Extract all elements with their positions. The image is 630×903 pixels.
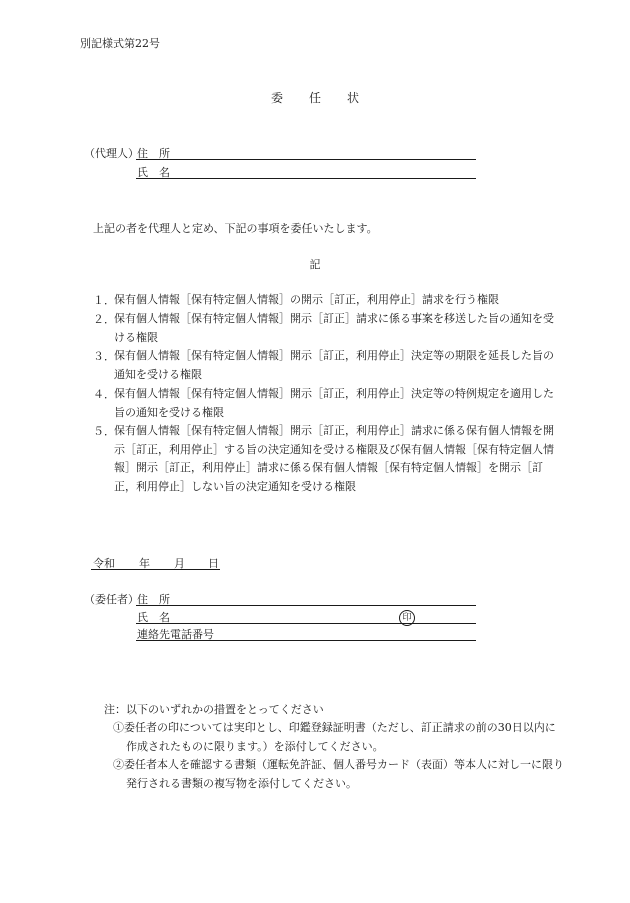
note-heading: 注：以下のいずれかの措置をとってください [104, 703, 324, 716]
item-number: ４． [93, 388, 115, 401]
principal-label: （委任者） [84, 593, 139, 606]
note-text: ②委任者本人を確認する書類（運転免許証、個人番号カード（表面）等本人に対し一に限り発行される書類の複写物を添付してください。 [113, 758, 564, 790]
principal-name-field[interactable] [136, 623, 476, 624]
title-char: 委 [270, 91, 283, 105]
form-number: 別記様式第22号 [80, 37, 160, 50]
agent-name-label: 氏 名 [137, 166, 170, 179]
title-char: 状 [347, 91, 360, 105]
principal-address-field[interactable] [136, 605, 476, 606]
note-text: ①委任者の印については実印とし、印鑑登録証明書（ただし、訂正請求の前の30日以内に作成されたものに限ります。）を添付してください。 [113, 721, 556, 753]
date-day: 日 [208, 557, 219, 570]
title-char: 任 [308, 91, 321, 105]
seal-mark: 印 [399, 610, 415, 626]
date-year: 年 [139, 557, 150, 570]
item-number: ３． [93, 350, 115, 363]
principal-phone-field[interactable] [136, 640, 476, 641]
date-field[interactable] [91, 569, 220, 570]
document-title [0, 91, 630, 105]
date-era: 令和 [93, 557, 115, 570]
item-text: 保有個人情報［保有特定個人情報］開示［訂正，利用停止］請求に係る保有個人情報を開示［訂正，利用停止］する旨の決定通知を受ける権限及び保有個人情報［保有特定個人情報］開示［訂正，利用停止］請求に係る保有個人情報［保有特定個人情報］を開示［訂正，利用停止］しない旨の決定通知を受ける権限 [114, 424, 554, 493]
item-number: １． [93, 294, 115, 307]
item-text: 保有個人情報［保有特定個人情報］開示［訂正，利用停止］決定等の期限を延長した旨の通知を受ける権限 [114, 349, 554, 381]
item-number: ２． [93, 313, 115, 326]
agent-address-field[interactable] [136, 159, 476, 160]
agent-address-label: 住 所 [137, 147, 170, 160]
ki-heading: 記 [309, 258, 321, 271]
agent-label: （代理人） [84, 147, 139, 160]
principal-name-label: 氏 名 [137, 611, 170, 624]
item-text: 保有個人情報［保有特定個人情報］の開示［訂正，利用停止］請求を行う権限 [114, 293, 499, 306]
item-text: 保有個人情報［保有特定個人情報］開示［訂正，利用停止］決定等の特例規定を適用した旨の通知を受ける権限 [114, 387, 554, 419]
intro-text: 上記の者を代理人と定め、下記の事項を委任いたします。 [93, 222, 378, 235]
item-text: 保有個人情報［保有特定個人情報］開示［訂正］請求に係る事案を移送した旨の通知を受ける権限 [114, 312, 554, 344]
date-month: 月 [174, 557, 185, 570]
principal-address-label: 住 所 [137, 593, 170, 606]
principal-phone-label: 連絡先電話番号 [137, 628, 214, 641]
agent-name-field[interactable] [136, 178, 476, 179]
item-number: ５． [93, 425, 115, 438]
